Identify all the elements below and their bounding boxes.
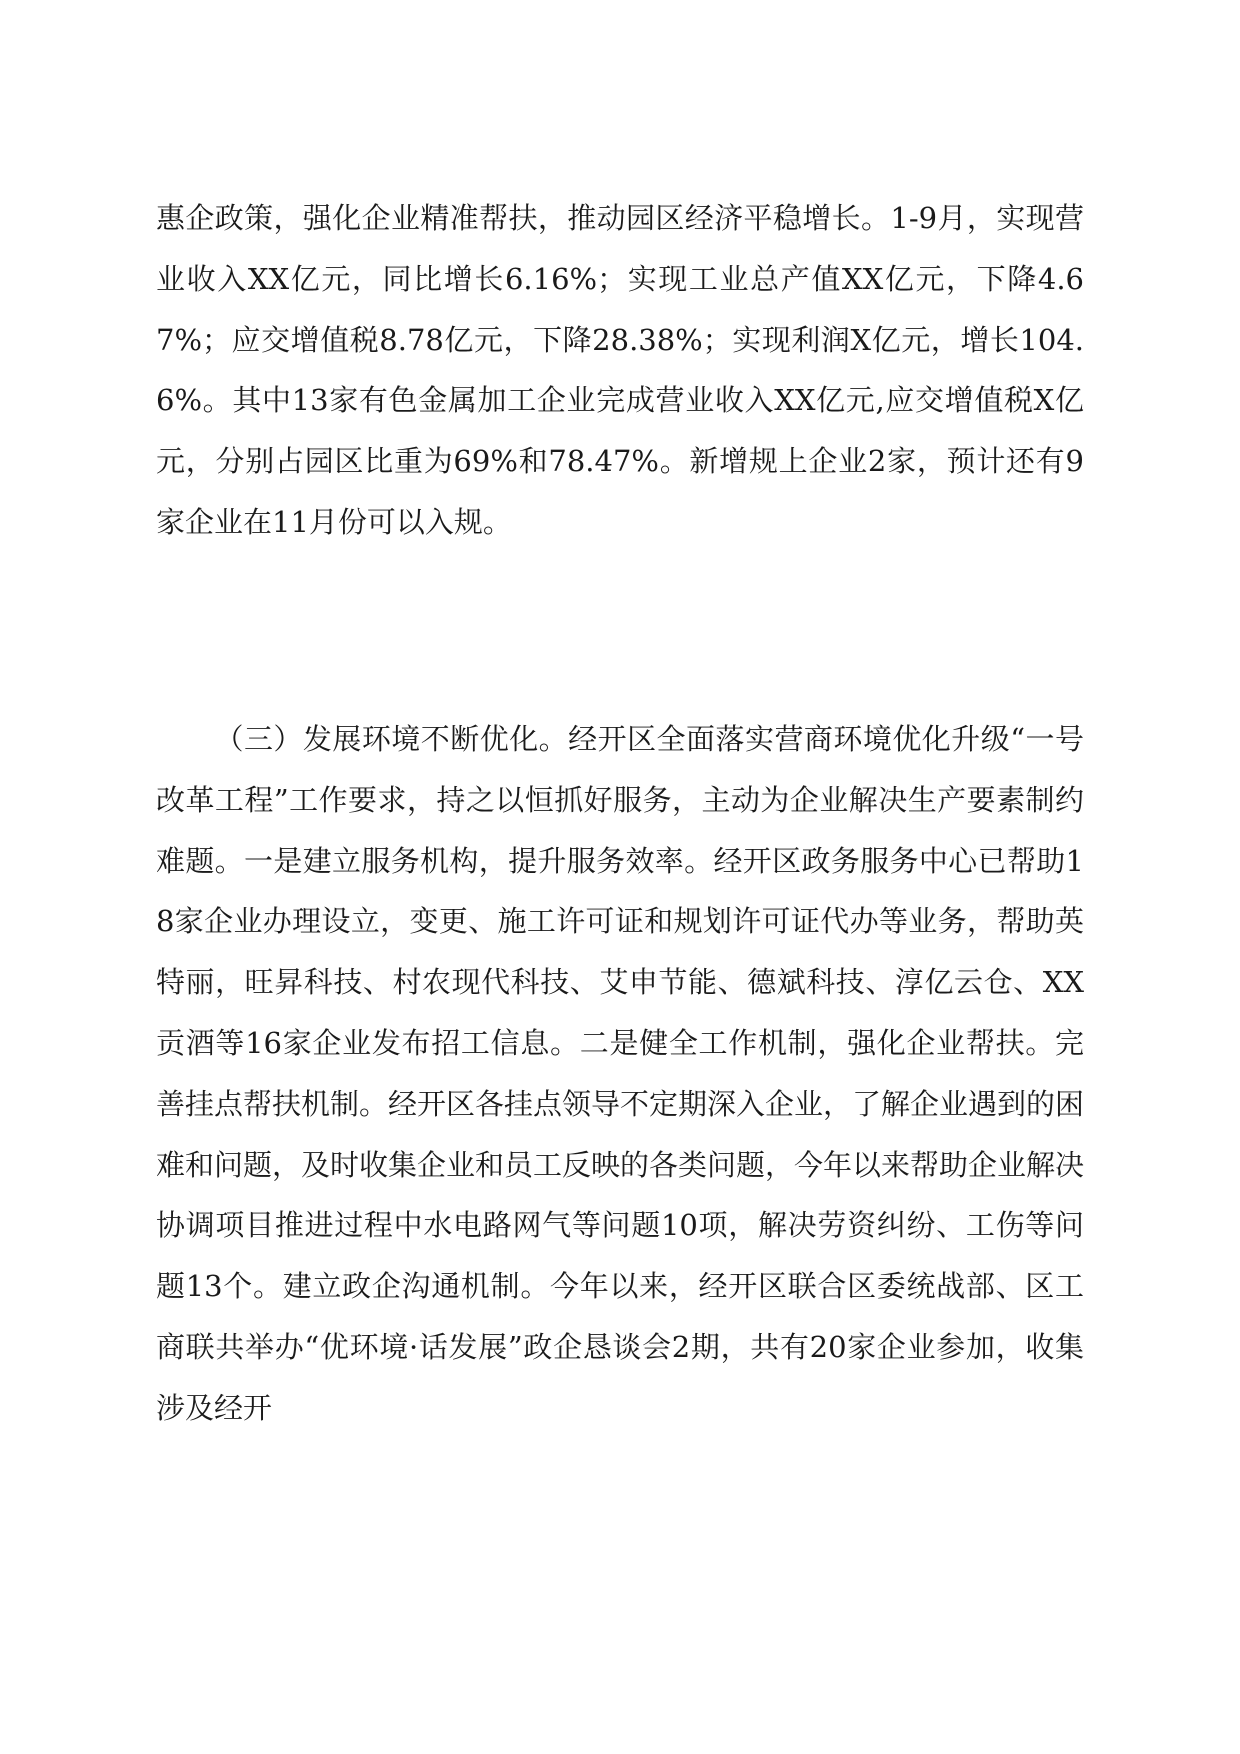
paragraph-development-environment	[156, 709, 1084, 1439]
paragraph-text: 惠企政策，强化企业精准帮扶，推动园区经济平稳增长。1-9月，实现营业收入XX亿元，同比增长6.16%；实现工业总产值XX亿元，下降4.67%；应交增值税8.78亿元，下降28.38%；实现利润X亿元，增长104.6%。其中13家有色金属加工企业完成营业收入XX亿元,应交增值税X亿元，分别占园区比重为69%和78.47%。新增规上企业2家，预计还有9家企业在11月份可以入规。	[156, 201, 1084, 539]
paragraph-continuation	[156, 188, 1084, 553]
paragraph-text: （三）发展环境不断优化。经开区全面落实营商环境优化升级“一号改革工程”工作要求，持之以恒抓好服务，主动为企业解决生产要素制约难题。一是建立服务机构，提升服务效率。经开区政务服务中心已帮助18家企业办理设立，变更、施工许可证和规划许可证代办等业务，帮助英特丽，旺昇科技、村农现代科技、艾申节能、德斌科技、淳亿云仓、XX贡酒等16家企业发布招工信息。二是健全工作机制，强化企业帮扶。完善挂点帮扶机制。经开区各挂点领导不定期深入企业，了解企业遇到的困难和问题，及时收集企业和员工反映的各类问题，今年以来帮助企业解决协调项目推进过程中水电路网气等问题10项，解决劳资纠纷、工伤等问题13个。建立政企沟通机制。今年以来，经开区联合区委统战部、区工商联共举办“优环境·话发展”政企恳谈会2期，共有20家企业参加，收集涉及经开	[156, 722, 1085, 1425]
